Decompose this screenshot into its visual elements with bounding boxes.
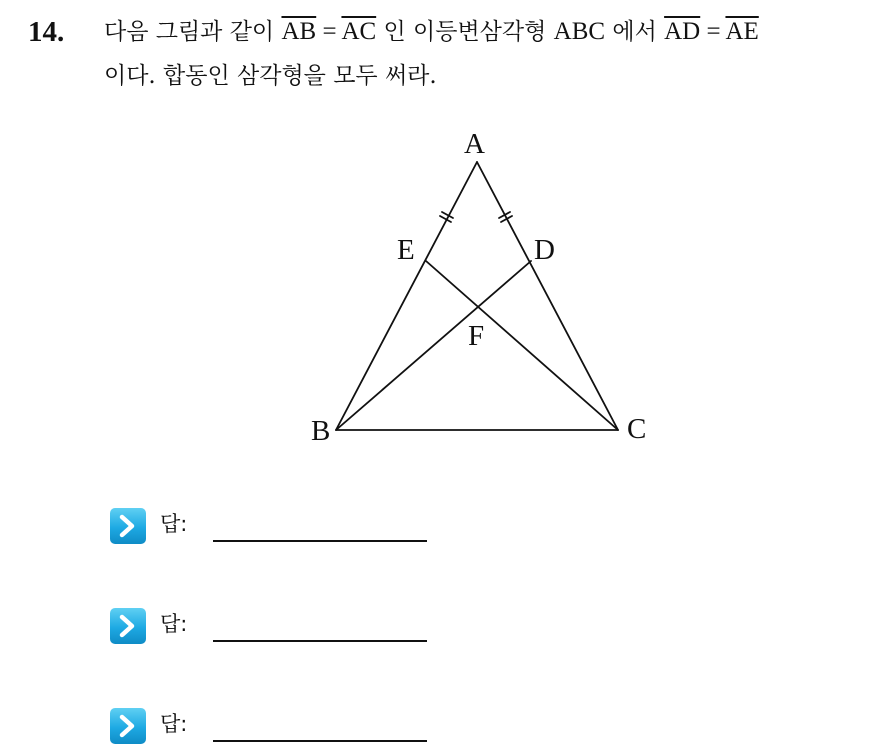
answer-label: 답: [160,712,188,736]
segment-ae: $\overline{AE}$ [725,18,759,45]
point-label-a: A [464,128,485,160]
point-label-d: D [534,234,555,266]
answer-blank[interactable] [213,740,427,742]
question-text-part: 다음 그림과 같이 [104,19,282,45]
answer-blank[interactable] [213,640,427,642]
side-ac [477,162,618,430]
question-text-part: 에서 [605,19,665,45]
answer-label: 답: [160,512,188,536]
question-text-part: 인 이등변삼각형 [376,19,554,45]
point-label-c: C [627,413,647,445]
triangle-figure [300,118,670,458]
side-ab [336,162,477,430]
equals-sign: = [700,18,726,45]
segment-ad: $\overline{AD}$ [664,18,701,45]
triangle-diagram [300,118,670,458]
equals-sign: = [316,18,342,45]
answer-row-1 [110,506,440,546]
point-label-b: B [311,415,331,447]
question-text [104,10,874,98]
segment-ac: $\overline{AC}$ [341,18,377,45]
question-number: 14. [28,16,65,48]
answer-blank[interactable] [213,540,427,542]
point-label-f: F [468,320,485,352]
segment-ab: $\overline{AB}$ [281,18,317,45]
segment-bd [336,261,531,430]
answer-label: 답: [160,612,188,636]
point-label-e: E [397,234,415,266]
question-line-1 [104,10,874,54]
question-line-2: 이다. 합동인 삼각형을 모두 써라. [104,63,437,89]
triangle-abc: ABC [553,18,606,45]
chevron-right-icon [110,508,146,544]
answer-row-3 [110,706,440,746]
chevron-right-icon [110,708,146,744]
chevron-right-icon [110,608,146,644]
segment-ce [426,261,618,430]
answer-row-2 [110,606,440,646]
